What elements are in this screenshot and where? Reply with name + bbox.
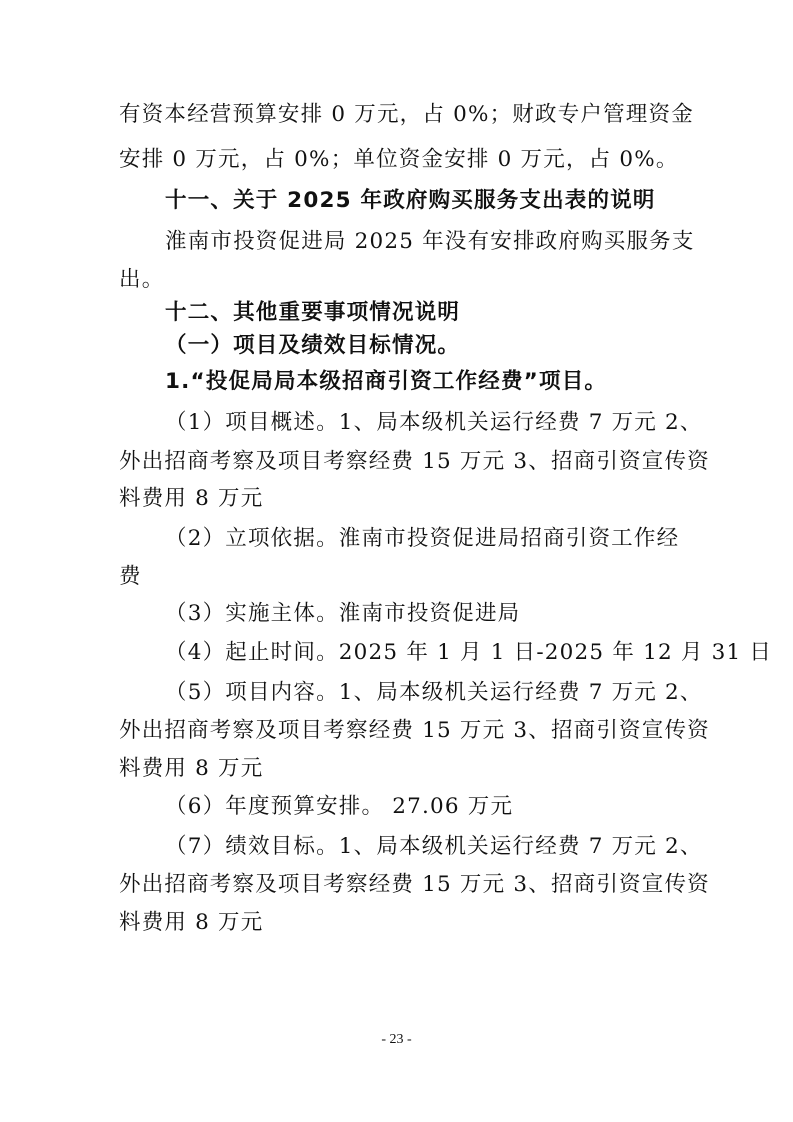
- paragraph-line: （5）项目内容。1、局本级机关运行经费 7 万元 2、: [165, 680, 703, 705]
- paragraph-line: 有资本经营预算安排 0 万元，占 0%；财政专户管理资金: [119, 102, 694, 127]
- section-heading-11: 十一、关于 2025 年政府购买服务支出表的说明: [165, 188, 656, 213]
- paragraph-line: 料费用 8 万元: [119, 486, 264, 511]
- paragraph-line: 外出招商考察及项目考察经费 15 万元 3、招商引资宣传资: [119, 718, 710, 743]
- paragraph-line: （4）起止时间。2025 年 1 月 1 日-2025 年 12 月 31 日: [165, 640, 773, 665]
- paragraph-line: 费: [119, 564, 142, 589]
- paragraph-line: 料费用 8 万元: [119, 910, 264, 935]
- paragraph-line: 安排 0 万元，占 0%；单位资金安排 0 万元，占 0%。: [119, 147, 679, 172]
- paragraph-line: 料费用 8 万元: [119, 756, 264, 781]
- subsection-heading: （一）项目及绩效目标情况。: [165, 333, 461, 358]
- paragraph-line: （1）项目概述。1、局本级机关运行经费 7 万元 2、: [165, 410, 703, 435]
- paragraph-line: （3）实施主体。淮南市投资促进局: [165, 601, 521, 626]
- paragraph-line: （6）年度预算安排。 27.06 万元: [165, 794, 514, 819]
- paragraph-line: 淮南市投资促进局 2025 年没有安排政府购买服务支: [165, 229, 695, 254]
- paragraph-line: （2）立项依据。淮南市投资促进局招商引资工作经: [165, 526, 680, 551]
- paragraph-line: 外出招商考察及项目考察经费 15 万元 3、招商引资宣传资: [119, 872, 710, 897]
- paragraph-line: 出。: [119, 267, 165, 292]
- paragraph-line: 外出招商考察及项目考察经费 15 万元 3、招商引资宣传资: [119, 449, 710, 474]
- project-heading: 1.“投促局局本级招商引资工作经费”项目。: [165, 369, 608, 394]
- page-number: - 23 -: [381, 1032, 412, 1047]
- paragraph-line: （7）绩效目标。1、局本级机关运行经费 7 万元 2、: [165, 834, 703, 859]
- section-heading-12: 十二、其他重要事项情况说明: [165, 300, 461, 325]
